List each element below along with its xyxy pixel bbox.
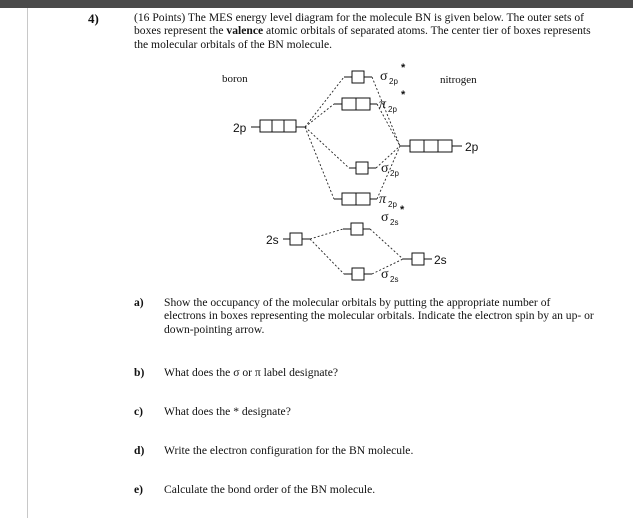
svg-text:2p: 2p xyxy=(388,105,397,114)
mo-sigma-2p-box[interactable] xyxy=(356,162,368,174)
question-intro-text-1: The MES energy level diagram for the molecule BN is given below. The outer sets of boxes represent the xyxy=(134,11,585,38)
svg-text:2p: 2p xyxy=(390,169,399,178)
mo-sigma-2s-box[interactable] xyxy=(352,268,364,280)
mo-pi-star-2p-label xyxy=(379,89,406,114)
mo-pi-2p-label xyxy=(379,192,397,209)
svg-text:σ: σ xyxy=(380,69,388,84)
svg-text:2s: 2s xyxy=(390,275,399,284)
svg-text:π: π xyxy=(379,192,387,207)
nitrogen-2p-box-1[interactable] xyxy=(410,140,424,152)
svg-text:*: * xyxy=(401,89,406,101)
mo-pi-2p-box-2[interactable] xyxy=(356,193,370,205)
part-c-label: c) xyxy=(134,405,144,418)
nitrogen-label: nitrogen xyxy=(440,74,477,86)
nitrogen-2p-label: 2p xyxy=(465,140,479,154)
part-a-text: Show the occupancy of the molecular orbitals by putting the appropriate number of electrons in boxes representing the molecular orbitals. Indicate the electron spin by an up- or down-pointing arrow. xyxy=(164,296,594,336)
boron-2p-box-2[interactable] xyxy=(272,120,284,132)
boron-2p-box-3[interactable] xyxy=(284,120,296,132)
part-b-label: b) xyxy=(134,366,145,379)
part-e-label: e) xyxy=(134,483,144,496)
part-d-text: Write the electron configuration for the BN molecule. xyxy=(164,444,414,457)
mo-sigma-star-2p-box[interactable] xyxy=(352,71,364,83)
mo-sigma-star-2s-box[interactable] xyxy=(351,223,363,235)
boron-label: boron xyxy=(222,73,248,85)
svg-text:σ: σ xyxy=(381,161,389,176)
svg-text:σ: σ xyxy=(381,267,389,282)
question-intro-bold: valence xyxy=(226,24,264,38)
svg-text:2p: 2p xyxy=(388,200,397,209)
svg-text:σ: σ xyxy=(381,210,389,225)
part-d-label: d) xyxy=(134,444,145,457)
part-c-text: What does the * designate? xyxy=(164,405,291,418)
part-e-text: Calculate the bond order of the BN molecule. xyxy=(164,483,376,496)
part-b-text: What does the σ or π label designate? xyxy=(164,366,339,379)
question-points: (16 Points) xyxy=(134,11,186,24)
mo-pi-2p-box-1[interactable] xyxy=(342,193,356,205)
mo-sigma-2s-label xyxy=(381,267,398,284)
nitrogen-2p-box-2[interactable] xyxy=(424,140,438,152)
mo-pi-star-2p-box-2[interactable] xyxy=(356,98,370,110)
mo-sigma-star-2p-label xyxy=(380,62,406,86)
svg-text:*: * xyxy=(400,204,405,216)
mo-pi-star-2p-box-1[interactable] xyxy=(342,98,356,110)
question-intro-text-2: atomic orbitals of separated atoms. The center tier of boxes represents the molecular orbitals of the BN molecule. xyxy=(134,24,591,51)
svg-text:2p: 2p xyxy=(389,77,398,86)
nitrogen-2s-label: 2s xyxy=(434,253,447,267)
boron-2p-label: 2p xyxy=(233,121,247,135)
boron-2s-box[interactable] xyxy=(290,233,302,245)
boron-2p-box-1[interactable] xyxy=(260,120,272,132)
question-number: 4) xyxy=(88,11,99,26)
svg-text:2s: 2s xyxy=(390,218,399,227)
nitrogen-2s-box[interactable] xyxy=(412,253,424,265)
part-a-label: a) xyxy=(134,296,144,309)
boron-2s-label: 2s xyxy=(266,233,279,247)
nitrogen-2p-box-3[interactable] xyxy=(438,140,452,152)
svg-text:π: π xyxy=(379,97,387,112)
svg-text:*: * xyxy=(401,62,406,74)
